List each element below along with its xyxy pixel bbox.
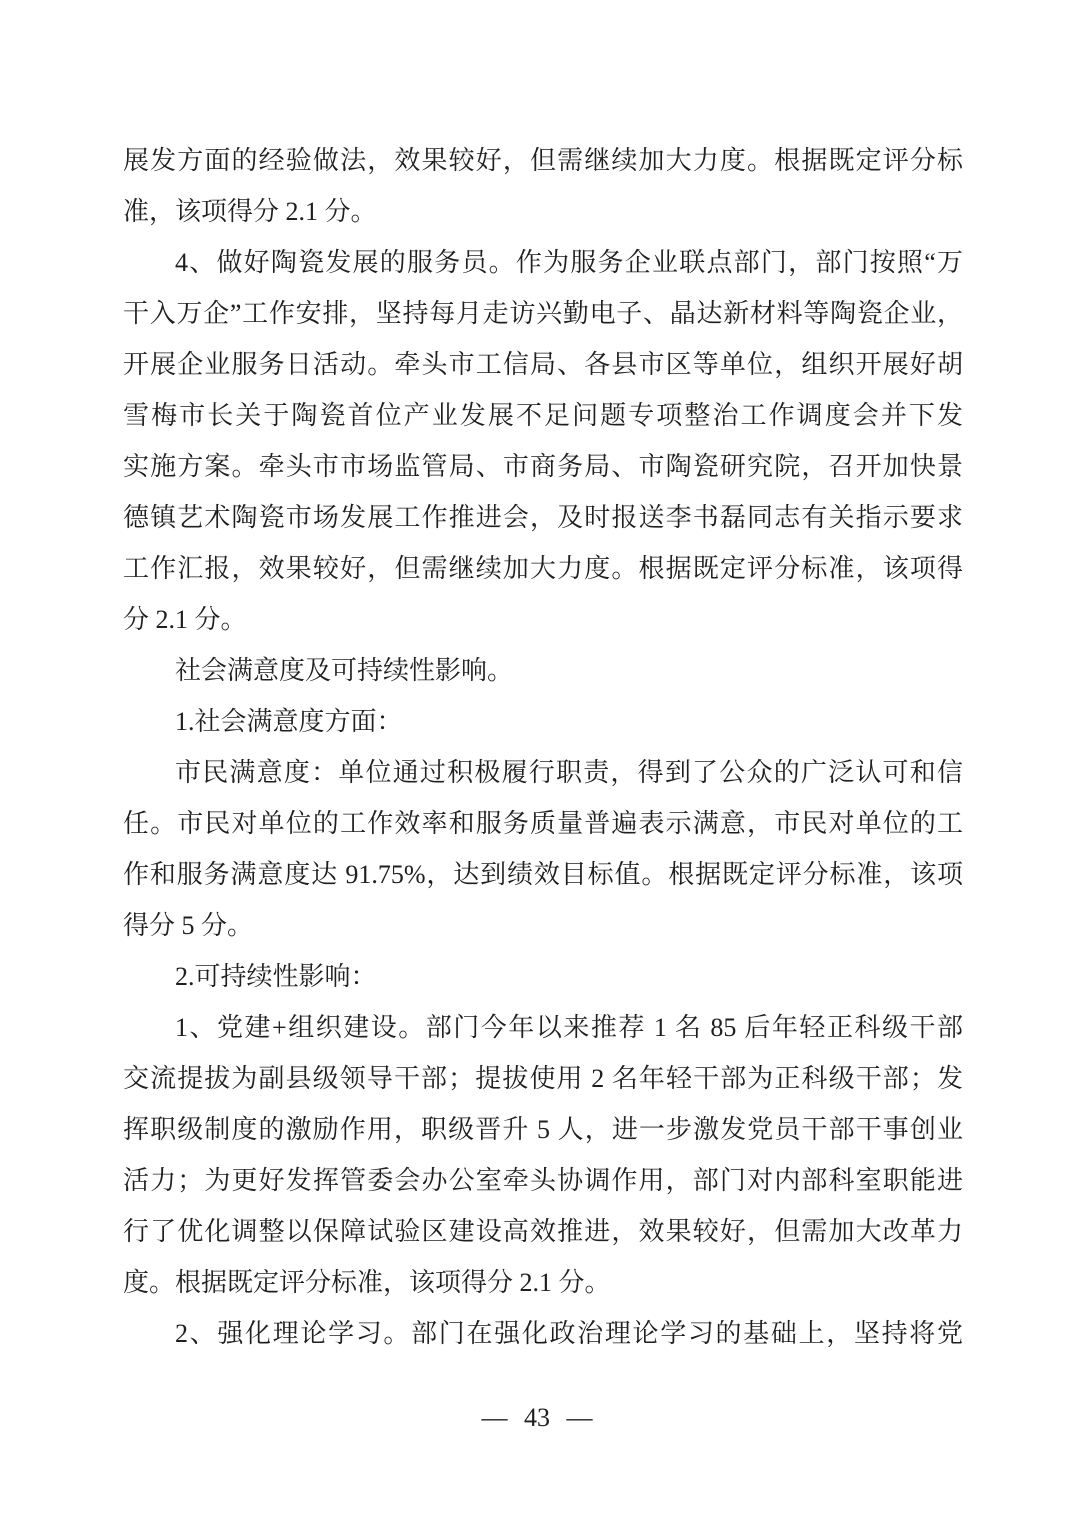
text-line: 社会满意度及可持续性影响。: [175, 656, 514, 685]
text-line: 开展企业服务日活动。牵头市工信局、各县市区等单位，组织开展好胡: [123, 350, 963, 379]
text-line: 挥职级制度的激励作用，职级晋升 5 人，进一步激发党员干部干事创业: [123, 1115, 963, 1144]
text-line: 作和服务满意度达 91.75%，达到绩效目标值。根据既定评分标准，该项: [123, 860, 963, 889]
text-line: 任。市民对单位的工作效率和服务质量普遍表示满意，市民对单位的工: [123, 809, 963, 838]
text-line: 准，该项得分 2.1 分。: [123, 197, 377, 226]
text-line: 度。根据既定评分标准，该项得分 2.1 分。: [123, 1268, 611, 1297]
text-line: 2.可持续性影响：: [175, 962, 377, 991]
document-text-body: [123, 135, 963, 1359]
text-line: 1、党建+组织建设。部门今年以来推荐 1 名 85 后年轻正科级干部: [175, 1013, 963, 1042]
text-line: 展发方面的经验做法，效果较好，但需继续加大力度。根据既定评分标: [123, 146, 963, 175]
text-line: 分 2.1 分。: [123, 605, 247, 634]
text-line: 行了优化调整以保障试验区建设高效推进，效果较好，但需加大改革力: [123, 1217, 963, 1246]
text-line: 活力；为更好发挥管委会办公室牵头协调作用，部门对内部科室职能进: [123, 1166, 963, 1195]
text-line: 雪梅市长关于陶瓷首位产业发展不足问题专项整治工作调度会并下发: [123, 401, 963, 430]
text-line: 实施方案。牵头市市场监管局、市商务局、市陶瓷研究院，召开加快景: [123, 452, 963, 481]
text-line: 2、强化理论学习。部门在强化政治理论学习的基础上，坚持将党: [175, 1319, 963, 1348]
text-line: 德镇艺术陶瓷市场发展工作推进会，及时报送李书磊同志有关指示要求: [123, 503, 963, 532]
text-line: 1.社会满意度方面：: [175, 707, 403, 736]
page-footer: [0, 1398, 1074, 1438]
text-line: 得分 5 分。: [123, 911, 254, 940]
text-line: 干入万企”工作安排，坚持每月走访兴勤电子、晶达新材料等陶瓷企业，: [123, 299, 963, 328]
text-line: 4、做好陶瓷发展的服务员。作为服务企业联点部门，部门按照“万: [175, 248, 963, 277]
text-line: 交流提拔为副县级领导干部；提拔使用 2 名年轻干部为正科级干部；发: [123, 1064, 963, 1093]
page-number: — 43 —: [481, 1403, 593, 1432]
text-line: 市民满意度：单位通过积极履行职责，得到了公众的广泛认可和信: [175, 758, 963, 787]
text-line: 工作汇报，效果较好，但需继续加大力度。根据既定评分标准，该项得: [123, 554, 963, 583]
